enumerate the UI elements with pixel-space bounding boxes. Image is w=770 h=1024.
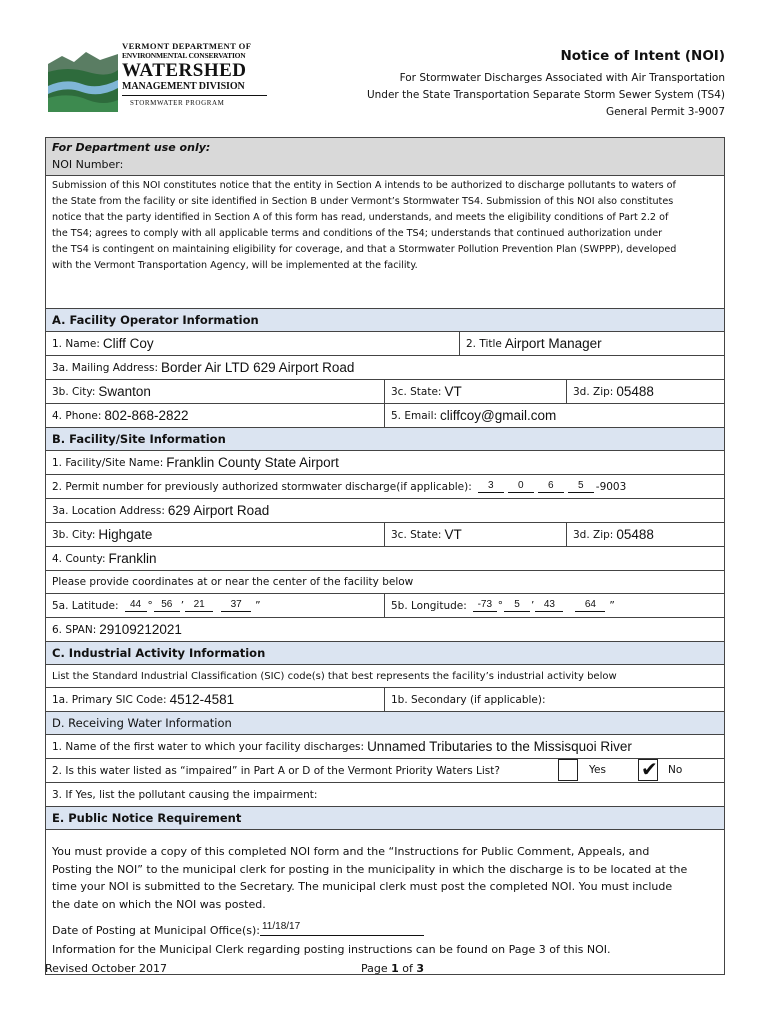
operator-city-field[interactable]: Swanton: [98, 384, 151, 399]
latitude-minutes[interactable]: 56: [154, 599, 180, 612]
span-field[interactable]: 29109212021: [99, 622, 182, 637]
pollutant-cell[interactable]: [46, 783, 724, 806]
operator-city-label: 3b. City:: [52, 385, 96, 398]
county-label: 4. County:: [52, 552, 106, 565]
site-name-label: 1. Facility/Site Name:: [52, 456, 164, 469]
operator-zip-field[interactable]: 05488: [616, 384, 654, 399]
intro-line: Submission of this NOI constitutes notice that the entity in Section A intends to be authorized to discharge pollutants to waters of: [52, 180, 676, 191]
secondary-sic-cell[interactable]: [384, 688, 724, 711]
site-zip-field[interactable]: 05488: [616, 527, 654, 542]
site-city-cell[interactable]: [46, 523, 384, 546]
department-use-title: For Department use only:: [52, 141, 211, 154]
pollutant-label: 3. If Yes, list the pollutant causing the impairment:: [52, 788, 318, 801]
latitude-seconds[interactable]: 21: [185, 599, 213, 612]
operator-name-label: 1. Name:: [52, 337, 100, 350]
operator-zip-label: 3d. Zip:: [573, 385, 614, 398]
noi-form: [45, 137, 725, 975]
phone-cell[interactable]: [46, 404, 384, 427]
site-city-row: [46, 523, 724, 547]
site-state-cell[interactable]: [384, 523, 566, 546]
impaired-yes-checkbox[interactable]: [558, 759, 578, 781]
contact-row: [46, 404, 724, 428]
site-name-field[interactable]: Franklin County State Airport: [166, 455, 339, 470]
site-zip-cell[interactable]: [566, 523, 724, 546]
operator-name-row: [46, 332, 724, 356]
mailing-address-field[interactable]: Border Air LTD 629 Airport Road: [161, 360, 355, 375]
notice-line: You must provide a copy of this completed NOI form and the “Instructions for Public Comment, Appeals, and: [52, 845, 650, 858]
no-label: No: [668, 764, 683, 776]
form-subtitle-3: General Permit 3-9007: [605, 106, 725, 118]
receiving-water-cell[interactable]: [46, 735, 724, 758]
yes-box[interactable]: [558, 759, 578, 781]
permit-digit-2[interactable]: 0: [508, 480, 534, 493]
permit-number-cell[interactable]: [46, 475, 724, 498]
secondary-sic-label: 1b. Secondary (if applicable):: [391, 693, 546, 706]
section-e-header: E. Public Notice Requirement: [46, 807, 724, 830]
site-city-field[interactable]: Highgate: [98, 527, 153, 542]
receiving-water-field[interactable]: Unnamed Tributaries to the Missisquoi River: [367, 739, 632, 754]
page-total: 3: [416, 962, 425, 975]
receiving-water-row: [46, 735, 724, 759]
form-header: [367, 48, 725, 121]
site-zip-label: 3d. Zip:: [573, 528, 614, 541]
span-label: 6. SPAN:: [52, 623, 97, 636]
county-field[interactable]: Franklin: [108, 551, 157, 566]
sic-note: List the Standard Industrial Classification (SIC) code(s) that best represents the facility’s industrial activity below: [52, 670, 617, 682]
clerk-info-line: Information for the Municipal Clerk regarding posting instructions can be found on Page 3 of this NOI.: [52, 942, 611, 956]
department-use-block: [46, 138, 724, 176]
phone-field[interactable]: 802-868-2822: [104, 408, 189, 423]
primary-sic-label: 1a. Primary SIC Code:: [52, 693, 167, 706]
logo-line4: MANAGEMENT DIVISION: [122, 81, 267, 96]
operator-state-label: 3c. State:: [391, 385, 442, 398]
impaired-row: [46, 759, 724, 783]
operator-name-field[interactable]: Cliff Coy: [102, 336, 154, 351]
email-cell[interactable]: [384, 404, 724, 427]
minute-symbol: ’: [180, 599, 185, 612]
revision-date: Revised October 2017: [45, 962, 167, 975]
coordinates-row: [46, 594, 724, 618]
checkmark-icon: ✔: [641, 757, 658, 781]
longitude-cell[interactable]: [384, 594, 724, 617]
second-symbol: ”: [609, 599, 615, 612]
impaired-question: 2. Is this water listed as “impaired” in Part A or D of the Vermont Priority Waters List?: [52, 764, 500, 777]
operator-city-cell[interactable]: [46, 380, 384, 403]
impaired-no-checkbox[interactable]: [638, 759, 658, 781]
site-name-row: [46, 451, 724, 475]
second-symbol: ”: [255, 599, 261, 612]
division-logo: [48, 42, 270, 114]
longitude-seconds-decimal[interactable]: 64: [575, 599, 605, 612]
form-subtitle-1: For Stormwater Discharges Associated with Air Transportation: [399, 72, 725, 84]
intro-line: the State from the facility or site identified in Section B under Vermont’s Stormwater TS4. Submission of this NOI also constitutes: [52, 196, 674, 207]
sic-note-row: [46, 665, 724, 688]
logo-text: [122, 42, 272, 108]
sic-code-row: [46, 688, 724, 712]
section-b-header: B. Facility/Site Information: [46, 428, 724, 451]
notice-line: the date on which the NOI was posted.: [52, 897, 266, 911]
public-notice-body: [46, 830, 724, 974]
notice-line: Posting the NOI” to the municipal clerk for posting in the municipality in which the discharge is to be located at the: [52, 862, 688, 876]
posting-date-label: Date of Posting at Municipal Office(s):: [52, 924, 260, 937]
operator-title-label: 2. Title: [466, 337, 502, 350]
page-number: [361, 962, 424, 975]
longitude-degrees[interactable]: -73: [473, 599, 497, 612]
site-name-cell[interactable]: [46, 451, 724, 474]
site-state-label: 3c. State:: [391, 528, 442, 541]
latitude-cell[interactable]: [46, 594, 384, 617]
logo-line5: STORMWATER PROGRAM: [130, 99, 225, 107]
primary-sic-field[interactable]: 4512-4581: [169, 692, 235, 707]
operator-state-field[interactable]: VT: [444, 384, 462, 399]
location-address-row: [46, 499, 724, 523]
intro-line: the TS4; agrees to comply with all applicable terms and conditions of the TS4; understands that continued authorization under: [52, 228, 663, 239]
section-a-header: A. Facility Operator Information: [46, 309, 724, 332]
primary-sic-cell[interactable]: [46, 688, 384, 711]
mailing-address-row: [46, 356, 724, 380]
mailing-address-cell[interactable]: [46, 356, 724, 379]
receiving-water-label: 1. Name of the first water to which your facility discharges:: [52, 740, 365, 753]
span-cell[interactable]: [46, 618, 724, 641]
noi-number-label: NOI Number:: [52, 158, 124, 171]
pollutant-row: [46, 783, 724, 807]
location-address-label: 3a. Location Address:: [52, 504, 165, 517]
yes-label: Yes: [589, 764, 606, 776]
logo-line2: ENVIRONMENTAL CONSERVATION: [122, 51, 246, 60]
longitude-minutes[interactable]: 5: [504, 599, 530, 612]
location-address-field[interactable]: 629 Airport Road: [167, 503, 270, 518]
permit-digit-1[interactable]: 3: [478, 480, 504, 493]
watershed-logo-icon: [48, 42, 118, 112]
longitude-seconds[interactable]: 43: [535, 599, 563, 612]
permit-digit-3[interactable]: 6: [538, 480, 564, 493]
email-label: 5. Email:: [391, 409, 438, 422]
section-c-header: C. Industrial Activity Information: [46, 642, 724, 665]
page-current: 1: [391, 962, 399, 975]
logo-line1: VERMONT DEPARTMENT OF: [122, 41, 252, 51]
notice-line: time your NOI is submitted to the Secretary. The municipal clerk must post the completed NOI. You must include: [52, 880, 673, 893]
coordinates-instruction: Please provide coordinates at or near the center of the facility below: [52, 576, 414, 588]
site-city-label: 3b. City:: [52, 528, 96, 541]
intro-line: with the Vermont Transportation Agency, will be implemented at the facility.: [52, 260, 418, 271]
latitude-seconds-decimal[interactable]: 37: [221, 599, 251, 612]
form-title: Notice of Intent (NOI): [560, 48, 725, 64]
operator-name-cell[interactable]: [46, 332, 456, 355]
longitude-label: 5b. Longitude:: [391, 599, 467, 612]
latitude-label: 5a. Latitude:: [52, 599, 119, 612]
intro-line: the TS4 is contingent on maintaining eligibility for coverage, and that a Stormwater Pollution Prevention Plan (SWPPP), developed: [52, 244, 677, 255]
latitude-degrees[interactable]: 44: [125, 599, 147, 612]
no-box[interactable]: [638, 759, 658, 781]
permit-number-label: 2. Permit number for previously authorized stormwater discharge(if applicable):: [52, 480, 472, 493]
degree-symbol: °: [147, 599, 153, 612]
coordinates-instruction-row: [46, 571, 724, 594]
mailing-address-label: 3a. Mailing Address:: [52, 361, 159, 374]
posting-date-line: [52, 922, 718, 940]
section-d-header: D. Receiving Water Information: [46, 712, 724, 735]
form-subtitle-2: Under the State Transportation Separate Storm Sewer System (TS4): [366, 89, 725, 101]
operator-city-row: [46, 380, 724, 404]
logo-line3: WATERSHED: [122, 60, 247, 81]
location-address-cell[interactable]: [46, 499, 724, 522]
site-state-field[interactable]: VT: [444, 527, 462, 542]
operator-title-cell[interactable]: [459, 332, 724, 355]
operator-state-cell[interactable]: [384, 380, 566, 403]
email-field[interactable]: cliffcoy@gmail.com: [440, 408, 557, 423]
page-prefix: Page: [361, 962, 388, 975]
span-row: [46, 618, 724, 642]
minute-symbol: ’: [531, 599, 535, 612]
county-cell[interactable]: [46, 547, 724, 570]
operator-zip-cell[interactable]: [566, 380, 724, 403]
county-row: [46, 547, 724, 571]
permit-digit-4[interactable]: 5: [568, 480, 594, 493]
intro-paragraph: [46, 176, 724, 309]
permit-suffix: -9003: [595, 480, 627, 493]
page-of: of: [402, 962, 413, 975]
operator-title-field[interactable]: Airport Manager: [504, 336, 602, 351]
degree-symbol: °: [497, 599, 504, 612]
permit-number-row: [46, 475, 724, 499]
phone-label: 4. Phone:: [52, 409, 102, 422]
intro-line: notice that the party identified in Section A of this form has read, understands, and meets the eligibility conditions of Part 2.2 of: [52, 212, 669, 223]
posting-date-field[interactable]: 11/18/17: [260, 922, 424, 936]
